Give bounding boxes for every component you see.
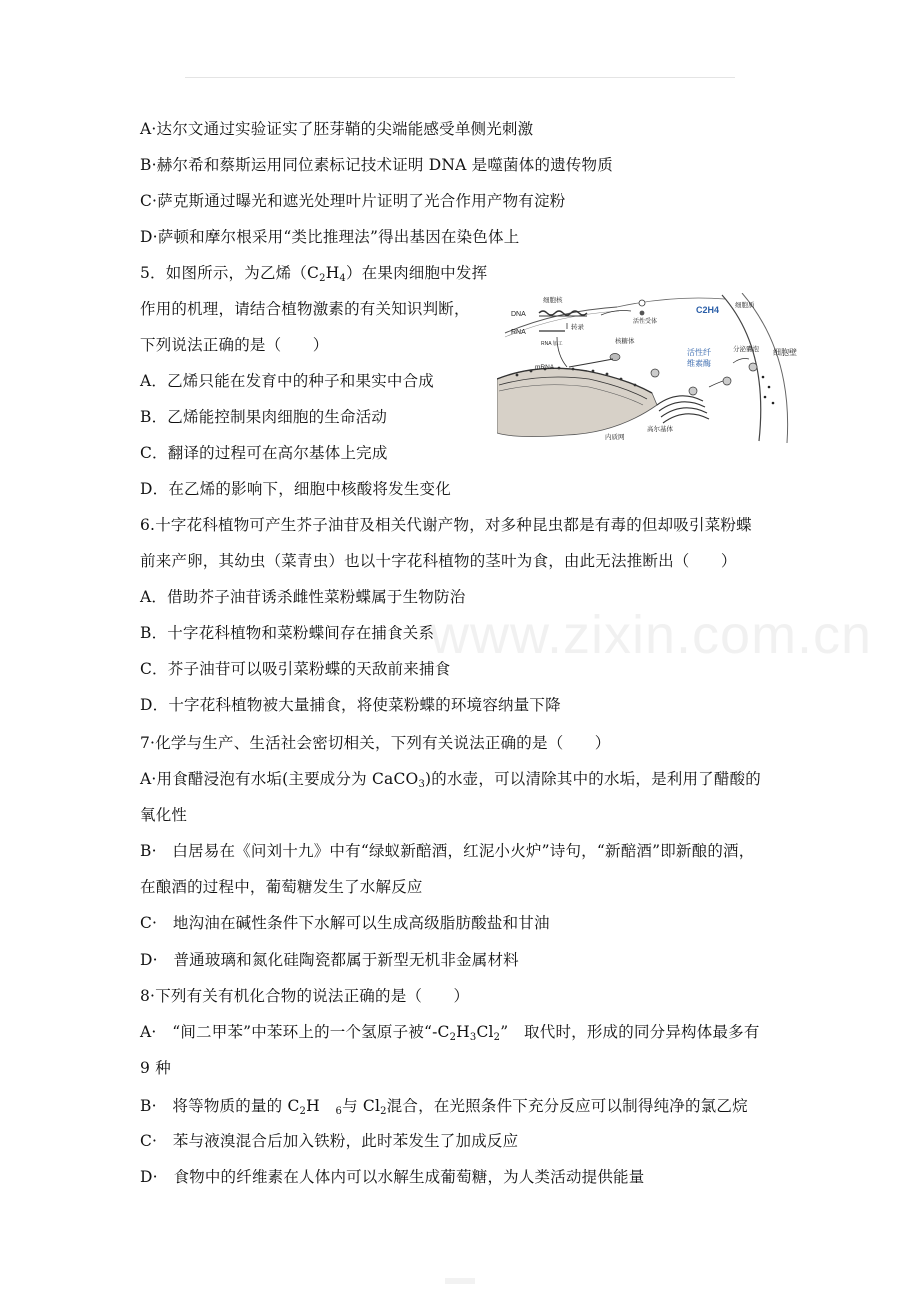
q7-option-c: C· 地沟油在碱性条件下水解可以生成高级脂肪酸盐和甘油 bbox=[140, 914, 550, 932]
label-transcription: 转录 bbox=[571, 324, 584, 331]
label-er: 内质网 bbox=[605, 434, 625, 441]
label-active-receptor: 活性受体 bbox=[633, 319, 658, 325]
q6-stem-line2: 前来产卵，其幼虫（菜青虫）也以十字花科植物的茎叶为食，由此无法推断出（ ） bbox=[140, 552, 737, 570]
q6-option-b: B．十字花科植物和菜粉蝶间存在捕食关系 bbox=[140, 624, 435, 642]
q5-option-c: C．翻译的过程可在高尔基体上完成 bbox=[140, 444, 388, 462]
header-rule bbox=[185, 77, 735, 78]
label-dna: DNA bbox=[511, 311, 526, 318]
q5-option-a: A．乙烯只能在发育中的种子和果实中合成 bbox=[140, 372, 434, 390]
label-cell-wall: 细胞壁 bbox=[773, 348, 797, 357]
label-cytoplasm: 细胞质 bbox=[735, 302, 755, 309]
label-ribosome: 核糖体 bbox=[615, 338, 635, 345]
q7-option-a-line2: 氧化性 bbox=[140, 806, 188, 824]
watermark: www.zixin.com.cn bbox=[430, 605, 873, 665]
q8-stem: 8·下列有关有机化合物的说法正确的是（ ） bbox=[140, 987, 470, 1005]
q8-option-b: B· 将等物质的量的 $C_2H$ $_6$与 $Cl_2$混合，在光照条件下充分反应可以制得纯净的氯乙烷 bbox=[140, 1097, 748, 1117]
q8-option-a-line2: 9 种 bbox=[140, 1059, 171, 1077]
q7-option-d: D· 普通玻璃和氮化硅陶瓷都属于新型无机非金属材料 bbox=[140, 951, 519, 969]
q8-option-a-line1: A· “间二甲苯”中苯环上的一个氢原子被“$-C_2H_3Cl_2$” 取代时，形成的同分异构体最多有 bbox=[140, 1023, 760, 1043]
q6-option-a: A．借助芥子油苷诱杀雌性菜粉蝶属于生物防治 bbox=[140, 588, 466, 606]
q4-option-b: B·赫尔希和蔡斯运用同位素标记技术证明 DNA 是噬菌体的遗传物质 bbox=[140, 156, 613, 174]
q6-option-d: D．十字花科植物被大量捕食，将使菜粉蝶的环境容纳量下降 bbox=[140, 696, 561, 714]
q4-option-d: D·萨顿和摩尔根采用“类比推理法”得出基因在染色体上 bbox=[140, 228, 520, 246]
label-mrna: mRNA bbox=[535, 364, 555, 371]
label-cellulase-2: 维素酶 bbox=[687, 359, 711, 368]
q5-stem-line2: 作用的机理，请结合植物激素的有关知识判断， bbox=[140, 300, 470, 318]
q5-stem-line1: 5．如图所示，为乙烯$(C_2H_4)$在果肉细胞中发挥 bbox=[140, 264, 488, 284]
q6-stem-line1: 6.十字花科植物可产生芥子油苷及相关代谢产物，对多种昆虫都是有毒的但却吸引菜粉蝶 bbox=[140, 516, 752, 534]
q5-option-d: D．在乙烯的影响下，细胞中核酸将发生变化 bbox=[140, 480, 451, 498]
label-nucleus: 细胞核 bbox=[543, 297, 563, 304]
q8-option-d: D· 食物中的纤维素在人体内可以水解生成葡萄糖，为人类活动提供能量 bbox=[140, 1168, 645, 1186]
label-golgi: 高尔基体 bbox=[647, 426, 673, 433]
q5-option-b: B．乙烯能控制果肉细胞的生命活动 bbox=[140, 408, 388, 426]
q6-option-c: C．芥子油苷可以吸引菜粉蝶的天敌前来捕食 bbox=[140, 660, 451, 678]
q4-option-a: A·达尔文通过实验证实了胚芽鞘的尖端能感受单侧光刺激 bbox=[140, 120, 534, 138]
q5-stem-line3: 下列说法正确的是（ ） bbox=[140, 336, 329, 354]
q8-option-c: C· 苯与液溴混合后加入铁粉，此时苯发生了加成反应 bbox=[140, 1132, 519, 1150]
label-ethylene: C2H4 bbox=[696, 305, 720, 315]
q7-option-b-line1: B· 白居易在《问刘十九》中有“绿蚁新醅酒，红泥小火炉”诗句，“新醅酒”即新酿的酒， bbox=[140, 842, 755, 860]
label-vesicle: 分泌囊泡 bbox=[733, 346, 759, 353]
label-rna: RNA bbox=[511, 329, 526, 336]
label-cellulase-1: 活性纤 bbox=[687, 348, 711, 357]
q4-option-c: C·萨克斯通过曝光和遮光处理叶片证明了光合作用产物有淀粉 bbox=[140, 192, 566, 210]
q7-stem: 7·化学与生产、生活社会密切相关，下列有关说法正确的是（ ） bbox=[140, 734, 611, 752]
q7-option-b-line2: 在酿酒的过程中，葡萄糖发生了水解反应 bbox=[140, 878, 423, 896]
ethylene-mechanism-figure bbox=[497, 293, 797, 445]
label-rna-processing: RNA 加工 bbox=[541, 341, 563, 347]
page-footer-mark bbox=[445, 1278, 475, 1284]
q7-option-a-line1: A·用食醋浸泡有水垢(主要成分为 CaCO$_3$)的水壶，可以清除其中的水垢，是利用了醋酸的 bbox=[140, 770, 761, 790]
